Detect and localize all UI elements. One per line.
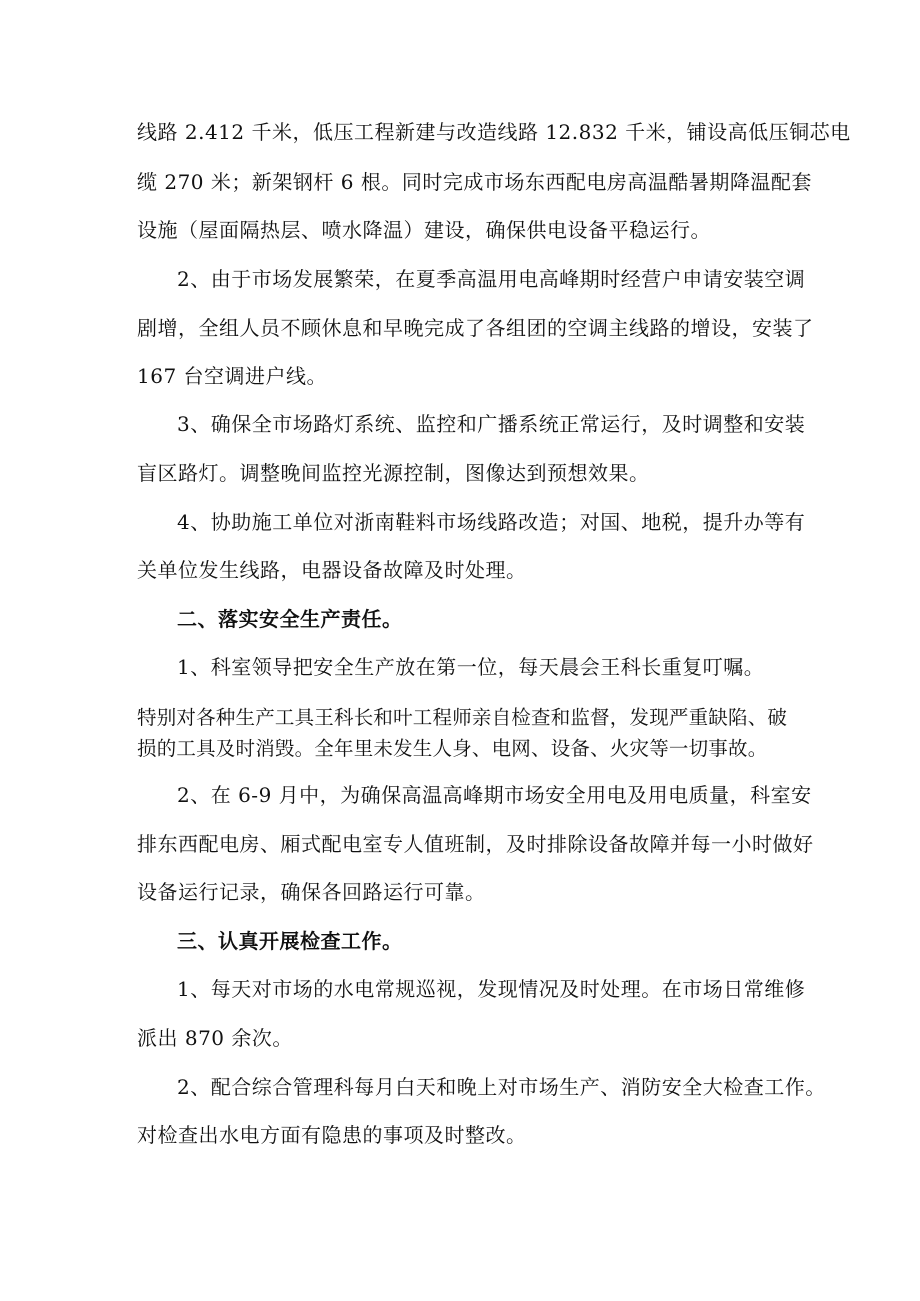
paragraph-line: 2、配合综合管理科每月白天和晚上对市场生产、消防安全大检查工作。 — [177, 1075, 826, 1099]
paragraph-line: 3、确保全市场路灯系统、监控和广播系统正常运行，及时调整和安装 — [177, 412, 806, 436]
paragraph-line: 关单位发生线路，电器设备故障及时处理。 — [137, 558, 527, 582]
paragraph-line: 设备运行记录，确保各回路运行可靠。 — [137, 880, 486, 904]
section-heading: 三、认真开展检查工作。 — [177, 929, 403, 953]
paragraph-line: 线路 2.412 千米，低压工程新建与改造线路 12.832 千米，铺设高低压铜芯电 — [137, 120, 851, 144]
paragraph-line: 缆 270 米；新架钢杆 6 根。同时完成市场东西配电房高温酷暑期降温配套 — [137, 170, 812, 194]
section-heading: 二、落实安全生产责任。 — [177, 607, 403, 631]
paragraph-line: 派出 870 余次。 — [137, 1026, 293, 1050]
paragraph-line: 盲区路灯。调整晚间监控光源控制，图像达到预想效果。 — [137, 461, 650, 485]
paragraph-line: 2、由于市场发展繁荣，在夏季高温用电高峰期时经营户申请安装空调 — [177, 267, 806, 291]
paragraph-line: 特别对各种生产工具王科长和叶工程师亲自检查和监督，发现严重缺陷、破 — [137, 706, 788, 729]
paragraph-line: 1、科室领导把安全生产放在第一位，每天晨会王科长重复叮嘱。 — [177, 655, 765, 679]
paragraph-line: 2、在 6-9 月中，为确保高温高峰期市场安全用电及用电质量，科室安 — [177, 783, 812, 807]
paragraph-line: 设施（屋面隔热层、喷水降温）建设，确保供电设备平稳运行。 — [137, 218, 711, 242]
paragraph-line: 对检查出水电方面有隐患的事项及时整改。 — [137, 1123, 527, 1147]
paragraph-line: 损的工具及时消毁。全年里未发生人身、电网、设备、火灾等一切事故。 — [137, 737, 768, 760]
paragraph-line: 排东西配电房、厢式配电室专人值班制，及时排除设备故障并每一小时做好 — [137, 832, 814, 856]
paragraph-line: 167 台空调进户线。 — [137, 364, 328, 388]
paragraph-line: 剧增，全组人员不顾休息和早晚完成了各组团的空调主线路的增设，安装了 — [137, 316, 814, 340]
paragraph-line: 4、协助施工单位对浙南鞋料市场线路改造；对国、地税，提升办等有 — [177, 510, 806, 534]
paragraph-line: 1、每天对市场的水电常规巡视，发现情况及时处理。在市场日常维修 — [177, 977, 806, 1001]
